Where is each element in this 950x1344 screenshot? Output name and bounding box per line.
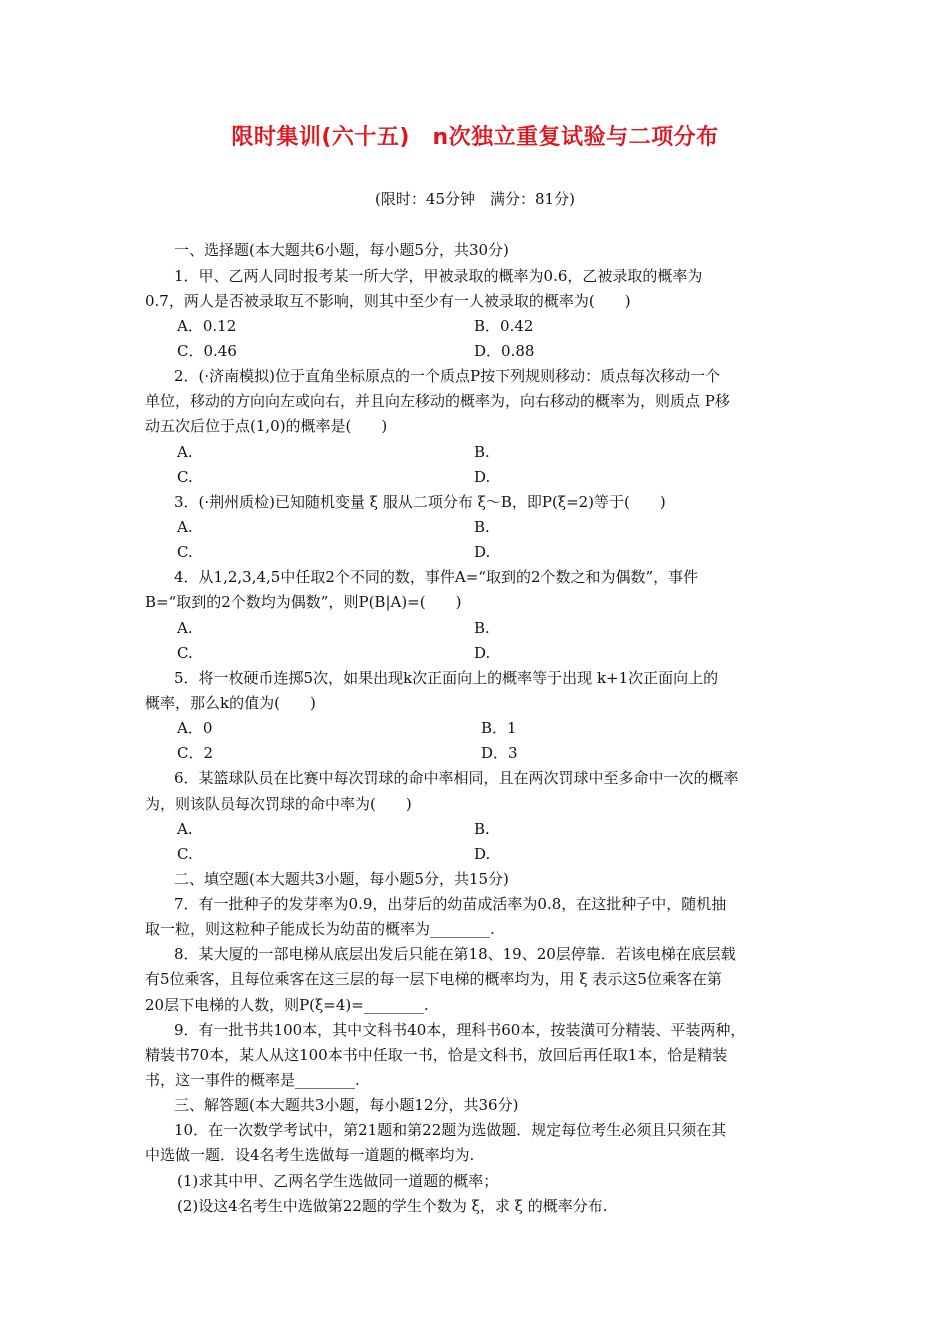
option-c: C．2 [177,744,214,762]
option-b: B. [474,619,490,637]
question-text: 取一粒，则这粒种子能成长为幼苗的概率为________. [145,920,495,938]
question-text: 5．将一枚硬币连掷5次，如果出现k次正面向上的概率等于出现 k+1次正面向上的 [174,669,719,687]
option-d: D．0.88 [474,342,535,360]
question-text: 精装书70本，某人从这100本书中任取一书，恰是文科书，放回后再任取1本，恰是精装 [145,1046,728,1064]
question-text: 1．甲、乙两人同时报考某一所大学，甲被录取的概率为0.6，乙被录取的概率为 [174,267,703,285]
section-heading: 三、解答题(本大题共3小题，每小题12分，共36分) [174,1096,519,1114]
option-b: B. [474,443,490,461]
question-text: 概率，那么k的值为( ) [145,694,316,712]
question-text: 8．某大厦的一部电梯从底层出发后只能在第18、19、20层停靠．若该电梯在底层载 [174,945,736,963]
question-text: 9．有一批书共100本，其中文科书40本，理科书60本，按装潢可分精装、平装两种， [174,1021,746,1039]
question-part: (2)设这4名考生中选做第22题的学生个数为 ξ，求 ξ 的概率分布. [177,1197,608,1215]
question-text: 书，这一事件的概率是________. [145,1071,360,1089]
question-text: 10．在一次数学考试中，第21题和第22题为选做题．规定每位考生必须且只须在其 [174,1121,727,1139]
question-text: 20层下电梯的人数，则P(ξ=4)=________. [145,996,429,1014]
option-c: C. [177,468,193,486]
question-part: (1)求其中甲、乙两名学生选做同一道题的概率； [177,1172,499,1190]
question-text: 中选做一题．设4名考生选做每一道题的概率均为. [145,1146,475,1164]
question-text: 7．有一批种子的发芽率为0.9，出芽后的幼苗成活率为0.8，在这批种子中，随机抽 [174,895,727,913]
option-d: D．3 [481,744,518,762]
option-c: C. [177,644,193,662]
section-heading: 二、填空题(本大题共3小题，每小题5分，共15分) [174,870,509,888]
option-a: A. [177,518,193,536]
question-text: 6．某篮球队员在比赛中每次罚球的命中率相同，且在两次罚球中至多命中一次的概率 [174,769,739,787]
option-d: D. [474,543,491,561]
option-c: C．0.46 [177,342,237,360]
question-text: 有5位乘客，且每位乘客在这三层的每一层下电梯的概率均为，用 ξ 表示这5位乘客在第 [145,970,722,988]
option-d: D. [474,468,491,486]
question-text: 2．(·济南模拟)位于直角坐标原点的一个质点P按下列规则移动：质点每次移动一个 [174,367,721,385]
option-b: B. [474,820,490,838]
option-b: B．0.42 [474,317,534,335]
question-text: 3．(·荆州质检)已知随机变量 ξ 服从二项分布 ξ～B，即P(ξ=2)等于( ) [174,493,666,511]
page-title: 限时集训(六十五) n次独立重复试验与二项分布 [231,125,719,150]
option-a: A．0 [177,719,213,737]
option-a: A．0.12 [177,317,237,335]
question-text: 0.7，两人是否被录取互不影响，则其中至少有一人被录取的概率为( ) [145,292,631,310]
question-text: 4．从1,2,3,4,5中任取2个不同的数，事件A=“取到的2个数之和为偶数”，事件 [174,568,699,586]
question-text: B=“取到的2个数均为偶数”，则P(B|A)=( ) [145,593,462,611]
option-c: C. [177,543,193,561]
option-d: D. [474,845,491,863]
page-subtitle: (限时：45分钟 满分：81分) [375,190,575,208]
question-text: 动五次后位于点(1,0)的概率是( ) [145,417,388,435]
section-heading: 一、选择题(本大题共6小题，每小题5分，共30分) [174,241,509,259]
option-a: A. [177,820,193,838]
option-b: B．1 [481,719,517,737]
option-d: D. [474,644,491,662]
option-a: A. [177,619,193,637]
option-a: A. [177,443,193,461]
option-b: B. [474,518,490,536]
question-text: 为，则该队员每次罚球的命中率为( ) [145,795,412,813]
option-c: C. [177,845,193,863]
question-text: 单位，移动的方向向左或向右，并且向左移动的概率为，向右移动的概率为，则质点 P移 [145,392,730,410]
